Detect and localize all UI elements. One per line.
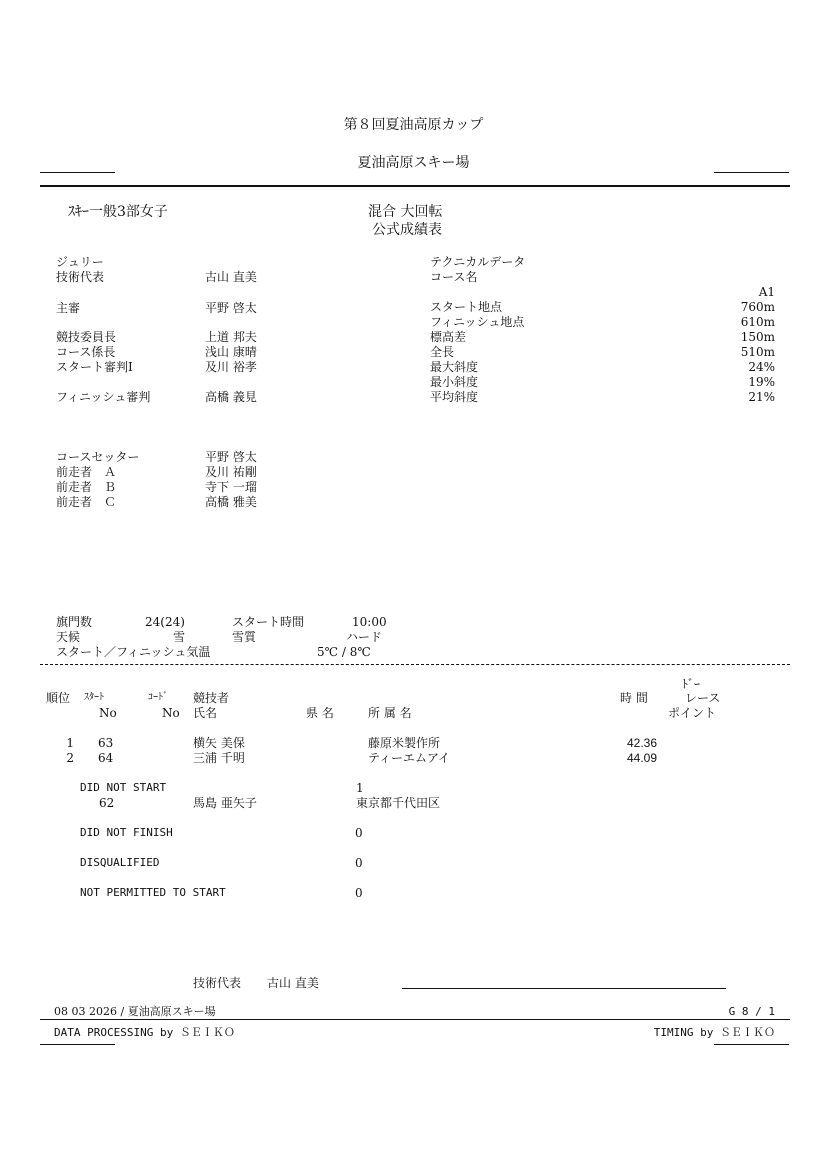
col-rank: 順位: [46, 691, 71, 705]
jury-name: 高橋 義見: [205, 390, 257, 404]
gates-label: 旗門数: [56, 615, 93, 629]
tech-label: 標高差: [430, 330, 467, 344]
col-points-1: ﾄﾞｰ: [682, 677, 701, 691]
header-divider: [40, 185, 790, 187]
signature-name: 古山 直美: [267, 976, 319, 990]
header-rule-left: [40, 172, 115, 173]
race-discipline: 混合 大回転: [368, 204, 443, 220]
temp-value: 5℃ / 8℃: [317, 645, 371, 659]
competitor-name: 三浦 千明: [193, 751, 245, 765]
tech-value: 24%: [748, 360, 775, 374]
course-name: A1: [758, 285, 775, 299]
run-time: 42.36: [627, 736, 658, 750]
signature-line: [402, 988, 726, 989]
footer-data-processing: DATA PROCESSING by ＳＥＩＫＯ: [54, 1026, 235, 1039]
jury-role: 競技委員長: [56, 330, 117, 344]
setter-name: 高橋 雅美: [205, 495, 257, 509]
setter-name: 平野 啓太: [205, 450, 257, 464]
temp-label: スタート／フィニッシュ気温: [56, 645, 211, 659]
start-time-label: スタート時間: [232, 615, 305, 629]
col-start: ｽﾀｰﾄ: [84, 692, 104, 703]
col-time: 時 間: [620, 691, 648, 705]
col-points-3: ポイント: [668, 706, 717, 720]
jury-role: 技術代表: [56, 270, 105, 284]
setter-name: 及川 祐剛: [205, 465, 257, 479]
jury-name: 上道 邦夫: [205, 330, 257, 344]
nps-count: 0: [355, 886, 363, 900]
run-time: 44.09: [627, 751, 658, 765]
jury-role: 主審: [56, 301, 81, 315]
tech-value: 610m: [740, 315, 775, 329]
dns-count: 1: [356, 781, 364, 795]
footer-divider: [40, 1019, 790, 1020]
jury-role: スタート審判Ⅰ: [56, 360, 133, 374]
jury-name: 及川 裕孝: [205, 360, 257, 374]
tech-value: 760m: [740, 300, 775, 314]
tech-label: 全長: [430, 345, 455, 359]
dsq-count: 0: [355, 856, 363, 870]
bib: 63: [98, 736, 114, 750]
jury-role: フィニッシュ審判: [56, 390, 151, 404]
col-points-2: レース: [685, 691, 721, 705]
club-name: ティーエムアイ: [368, 751, 450, 765]
col-competitor: 競技者: [193, 691, 230, 705]
footer-date-place: 08 03 2026 / 夏油高原スキー場: [54, 1005, 216, 1018]
weather-label: 天候: [56, 630, 81, 644]
tech-value: 150m: [740, 330, 775, 344]
footer-page-code: G 8 / 1: [728, 1005, 775, 1018]
gates-value: 24(24): [145, 615, 185, 629]
dns-bib: 62: [99, 796, 115, 810]
signature-label: 技術代表: [193, 976, 242, 990]
rank: 2: [66, 751, 74, 765]
tech-value: 19%: [748, 375, 775, 389]
document-type: 公式成績表: [372, 222, 442, 238]
setter-role: 前走者 Ｃ: [56, 495, 117, 509]
col-name: 氏名: [193, 706, 218, 720]
setter-role: 前走者 Ａ: [56, 465, 117, 479]
competitor-name: 横矢 美保: [193, 736, 245, 750]
snow-value: ハード: [346, 630, 383, 644]
dnf-count: 0: [355, 826, 363, 840]
start-time-value: 10:00: [352, 615, 387, 629]
technical-heading: テクニカルデータ: [430, 255, 526, 269]
bib: 64: [98, 751, 114, 765]
jury-heading: ジュリー: [56, 255, 104, 269]
tech-label: フィニッシュ地点: [430, 315, 525, 329]
race-category: ｽｷｰ一般3部女子: [68, 204, 168, 220]
col-code-no: No: [162, 706, 180, 720]
tech-label: 最大斜度: [430, 360, 479, 374]
jury-name: 古山 直美: [205, 270, 257, 284]
footer-rule-left: [40, 1044, 115, 1045]
dns-name: 馬島 亜矢子: [193, 796, 257, 810]
conditions-divider: [40, 664, 790, 665]
tech-label: 平均斜度: [430, 390, 479, 404]
dsq-label: DISQUALIFIED: [80, 856, 160, 869]
jury-role: コース係長: [56, 345, 116, 359]
dnf-label: DID NOT FINISH: [80, 826, 173, 839]
setter-role: 前走者 Ｂ: [56, 480, 117, 494]
header-rule-right: [714, 172, 789, 173]
setter-name: 寺下 一瑠: [205, 480, 257, 494]
venue-name: 夏油高原スキー場: [357, 155, 470, 171]
club-name: 藤原米製作所: [368, 736, 441, 750]
tech-label: スタート地点: [430, 300, 503, 314]
tech-value: 21%: [748, 390, 775, 404]
setter-role: コースセッター: [56, 450, 140, 464]
tech-label: 最小斜度: [430, 375, 479, 389]
dns-club: 東京都千代田区: [356, 796, 441, 810]
course-label: コース名: [430, 270, 478, 284]
event-title: 第８回夏油高原カップ: [343, 117, 484, 133]
weather-value: 雪: [173, 630, 186, 644]
jury-name: 浅山 康晴: [205, 345, 257, 359]
rank: 1: [66, 736, 74, 750]
snow-label: 雪質: [232, 630, 257, 644]
col-code: ｺｰﾄﾞ: [148, 692, 168, 703]
nps-label: NOT PERMITTED TO START: [80, 886, 226, 899]
footer-timing: TIMING by ＳＥＩＫＯ: [653, 1026, 775, 1039]
tech-value: 510m: [740, 345, 775, 359]
col-club: 所 属 名: [368, 706, 412, 720]
jury-name: 平野 啓太: [205, 301, 257, 315]
dns-label: DID NOT START: [80, 781, 167, 794]
footer-rule-right: [714, 1044, 789, 1045]
col-start-no: No: [99, 706, 117, 720]
col-pref: 県 名: [306, 706, 334, 720]
